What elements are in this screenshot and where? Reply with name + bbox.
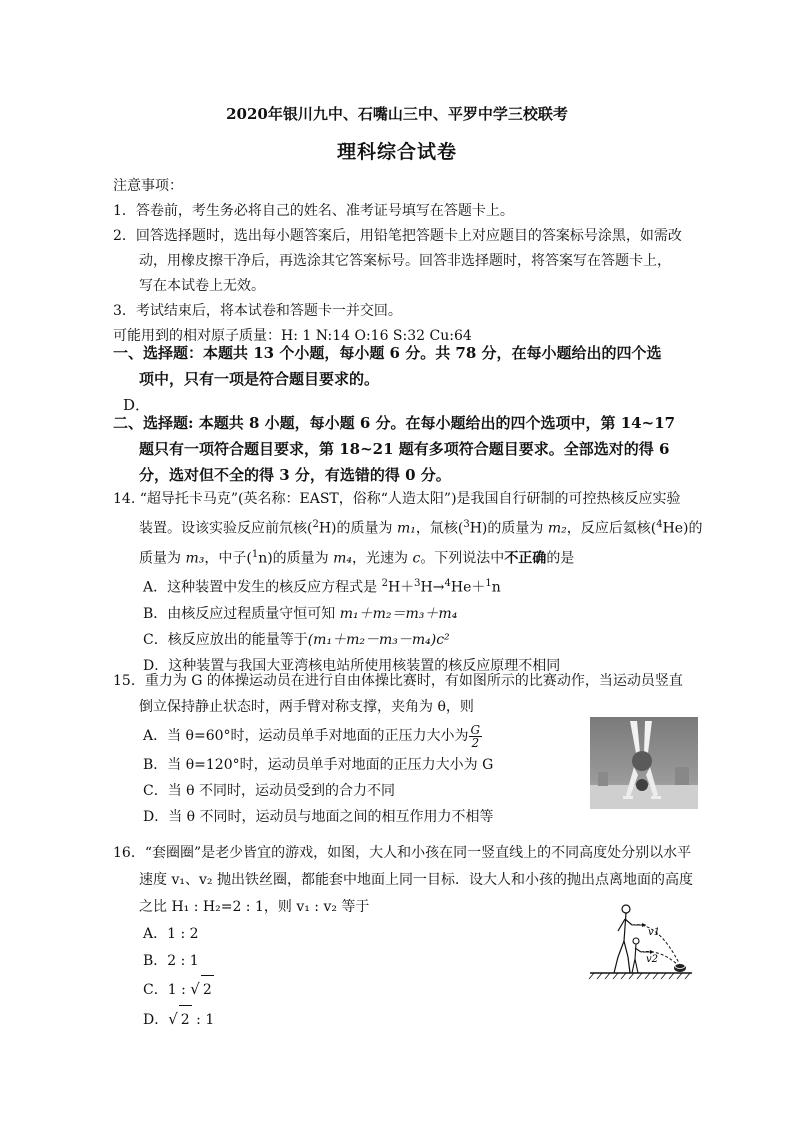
section-1-line-1: 一、选择题：本题共 13 个小题，每小题 6 分。共 78 分，在每小题给出的四个选 xyxy=(113,344,662,362)
q14-option-d: D．这种装置与我国大亚湾核电站所使用核装置的核反应原理不相同 xyxy=(143,657,561,674)
section-2 xyxy=(113,410,693,488)
q14-stem-line-2: 装置。设该实验反应前氘核($^2$H)的质量为 m₁，氚核($^3$H)的质量为 m₂，反应后氦核($^4$He)的 xyxy=(139,519,703,537)
note-item-1: 1．答卷前，考生务必将自己的姓名、准考证号填写在答题卡上。 xyxy=(113,203,514,219)
section-2-line-2: 题只有一项符合题目要求，第 18~21 题有多项符合题目要求。全部选对的得 6 xyxy=(139,440,670,458)
note-item-3: 3．考试结束后，将本试卷和答题卡一并交回。 xyxy=(113,303,402,319)
exam-subtitle: 理科综合试卷 xyxy=(336,141,457,163)
q16-stem-line-2: 速度 v₁、v₂ 抛出铁丝圈，都能套中地面上同一目标．设大人和小孩的抛出点离地面的高度 xyxy=(139,872,693,888)
q16-option-b: B．2 : 1 xyxy=(143,953,199,969)
q15-stem-line-2: 倒立保持静止状态时，两手臂对称支撑，夹角为 θ，则 xyxy=(139,699,474,715)
q15-option-b: B．当 θ=120°时，运动员单手对地面的正压力大小为 G xyxy=(143,757,494,773)
q14-stem-line-3: 质量为 m₃，中子($^1$n)的质量为 m₄，光速为 c。下列说法中不正确的是 xyxy=(139,548,575,567)
section-1 xyxy=(113,340,693,418)
q14-option-a: A．这种装置中发生的核反应方程式是 $^2$H＋$^3$H→$^4$He＋$^1$n xyxy=(143,578,501,596)
section-2-line-1: 二、选择题: 本题共 8 小题，每小题 6 分。在每小题给出的四个选项中，第 14~17 xyxy=(113,414,676,432)
q16-option-a: A．1 : 2 xyxy=(143,926,199,942)
q16-stem-line-1: 16．“套圈圈”是老少皆宜的游戏，如图，大人和小孩在同一竖直线上的不同高度处分别以水平 xyxy=(113,845,692,861)
v1-label: v1 xyxy=(648,927,661,938)
q16-stem-line-3: 之比 H₁ : H₂=2 : 1，则 v₁ : v₂ 等于 xyxy=(139,899,370,915)
ring-toss-figure xyxy=(588,895,696,983)
q14-option-b: B．由核反应过程质量守恒可知 m₁＋m₂＝m₃＋m₄ xyxy=(143,605,458,622)
q15-option-a: A．当 θ=60°时，运动员单手对地面的正压力大小为 $\frac{G}{2}$ xyxy=(143,722,481,750)
fraction-g-over-2: $\frac{G}{2}$ xyxy=(470,722,481,750)
exam-title: 2020年银川九中、石嘴山三中、平罗中学三校联考 xyxy=(226,105,568,123)
question-14 xyxy=(113,486,703,679)
q15-stem-line-1: 15．重力为 G 的体操运动员在进行自由体操比赛时，有如图所示的比赛动作，当运动员竖直 xyxy=(113,673,683,689)
v2-label: v2 xyxy=(646,954,659,965)
gymnast-handstand-figure xyxy=(590,717,698,809)
section-2-line-3: 分，选对但不全的得 3 分，有选错的得 0 分。 xyxy=(139,466,451,484)
q14-stem-line-1: 14. “超导托卡马克”(英名称：EAST，俗称“人造太阳”)是我国自行研制的可控热核反应实验 xyxy=(113,491,681,507)
q15-option-c: C．当 θ 不同时，运动员受到的合力不同 xyxy=(143,783,396,799)
section-1-line-2: 项中，只有一项是符合题目要求的。 xyxy=(139,370,380,388)
q16-option-d: D．√ 2 : 1 xyxy=(113,1005,693,1035)
note-item-2-line-2: 动，用橡皮擦干净后，再选涂其它答案标号。回答非选择题时，将答案写在答题卡上， xyxy=(139,253,671,269)
q16-option-c: C．1 : √ 2 xyxy=(113,975,693,1005)
notes-section xyxy=(113,174,693,349)
note-item-2-line-1: 2．回答选择题时，选出每小题答案后，用铅笔把答题卡上对应题目的答案标号涂黑，如需改 xyxy=(113,228,682,244)
section-1-line-3: D． xyxy=(123,396,151,414)
atomic-mass-line: 可能用到的相对原子质量：H: 1 N:14 O:16 S:32 Cu:64 xyxy=(113,328,472,344)
q15-option-d: D．当 θ 不同时，运动员与地面之间的相互作用力不相等 xyxy=(143,809,494,825)
notes-heading: 注意事项： xyxy=(113,178,183,194)
q14-option-c: C．核反应放出的能量等于(m₁＋m₂－m₃－m₄)c² xyxy=(143,631,450,648)
note-item-2-line-3: 写在本试卷上无效。 xyxy=(139,278,265,294)
